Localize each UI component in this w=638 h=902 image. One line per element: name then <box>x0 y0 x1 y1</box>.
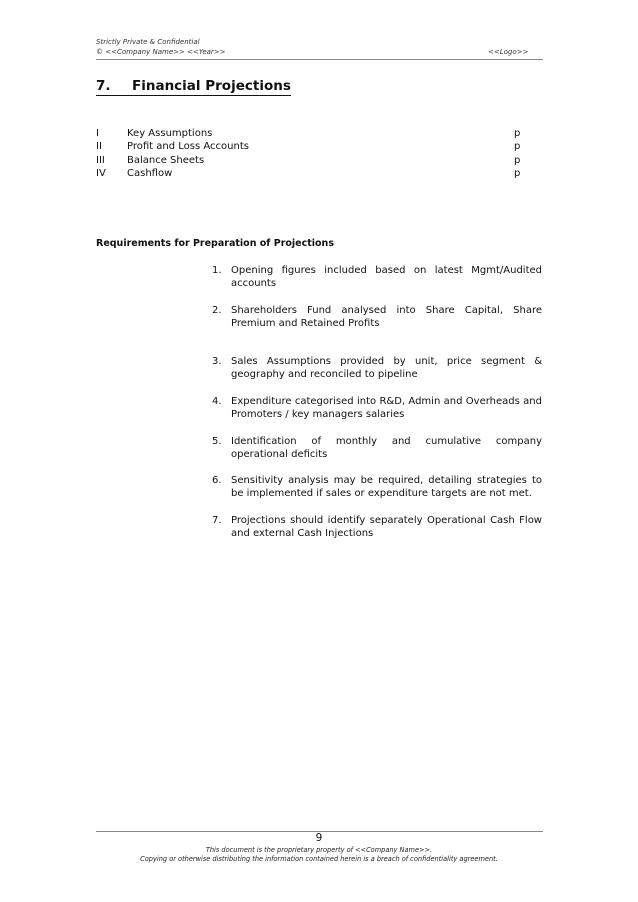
toc-page: p <box>514 128 521 139</box>
list-item <box>212 435 542 462</box>
item-number: 2. <box>212 305 222 316</box>
toc-row <box>96 154 526 167</box>
toc-row <box>96 167 526 180</box>
toc-label: Balance Sheets <box>127 154 205 166</box>
toc-row <box>96 127 526 140</box>
toc-page: p <box>514 141 521 153</box>
item-number: 3. <box>212 356 222 367</box>
toc-number: I <box>96 128 99 139</box>
confidentiality-notice: Strictly Private & Confidential <box>96 38 200 46</box>
item-number: 4. <box>212 396 222 407</box>
proprietary-notice: This document is the proprietary property of <<Company Name>>. <box>205 846 433 854</box>
toc-page: p <box>514 167 521 179</box>
toc-label: Profit and Loss Accounts <box>127 141 249 153</box>
item-number: 6. <box>212 475 222 486</box>
header-divider <box>96 59 543 60</box>
list-item <box>212 264 542 291</box>
list-item <box>212 474 542 501</box>
item-text: Identification of monthly and cumulative company operational deficits <box>231 436 542 461</box>
logo-placeholder: <<Logo>> <box>488 48 529 56</box>
item-text: Expenditure categorised into R&D, Admin and Overheads and Promoters / key managers salaries <box>231 396 542 421</box>
section-number: 7. <box>96 78 111 94</box>
list-item <box>212 514 542 541</box>
toc-label: Cashflow <box>127 167 173 179</box>
toc-number: III <box>96 154 105 166</box>
item-text: Shareholders Fund analysed into Share Capital, Share Premium and Retained Profits <box>231 305 542 330</box>
item-number: 5. <box>212 436 222 447</box>
list-item <box>212 355 542 382</box>
requirements-heading: Requirements for Preparation of Projections <box>96 238 334 249</box>
item-text: Projections should identify separately Operational Cash Flow and external Cash Injections <box>231 515 542 540</box>
item-text: Sales Assumptions provided by unit, price segment & geography and reconciled to pipeline <box>231 356 542 381</box>
toc-number: II <box>96 141 102 153</box>
toc-row <box>96 140 526 153</box>
toc-number: IV <box>96 167 106 179</box>
item-number: 1. <box>212 265 222 276</box>
list-item <box>212 304 542 331</box>
toc-label: Key Assumptions <box>127 128 213 139</box>
toc-page: p <box>514 154 521 166</box>
table-of-contents <box>96 127 526 180</box>
copyright-line: © <<Company Name>> <<Year>> <box>96 48 226 56</box>
item-text: Sensitivity analysis may be required, detailing strategies to be implemented if sales or expenditure targets are not met. <box>231 475 542 500</box>
list-item <box>212 395 542 422</box>
page-number: 9 <box>315 832 323 844</box>
copying-notice: Copying or otherwise distributing the information contained herein is a breach of confidentiality agreement. <box>140 855 498 863</box>
section-title-text: Financial Projections <box>132 78 291 94</box>
item-text: Opening figures included based on latest Mgmt/Audited accounts <box>231 265 542 290</box>
item-number: 7. <box>212 515 222 526</box>
section-title <box>96 78 291 96</box>
